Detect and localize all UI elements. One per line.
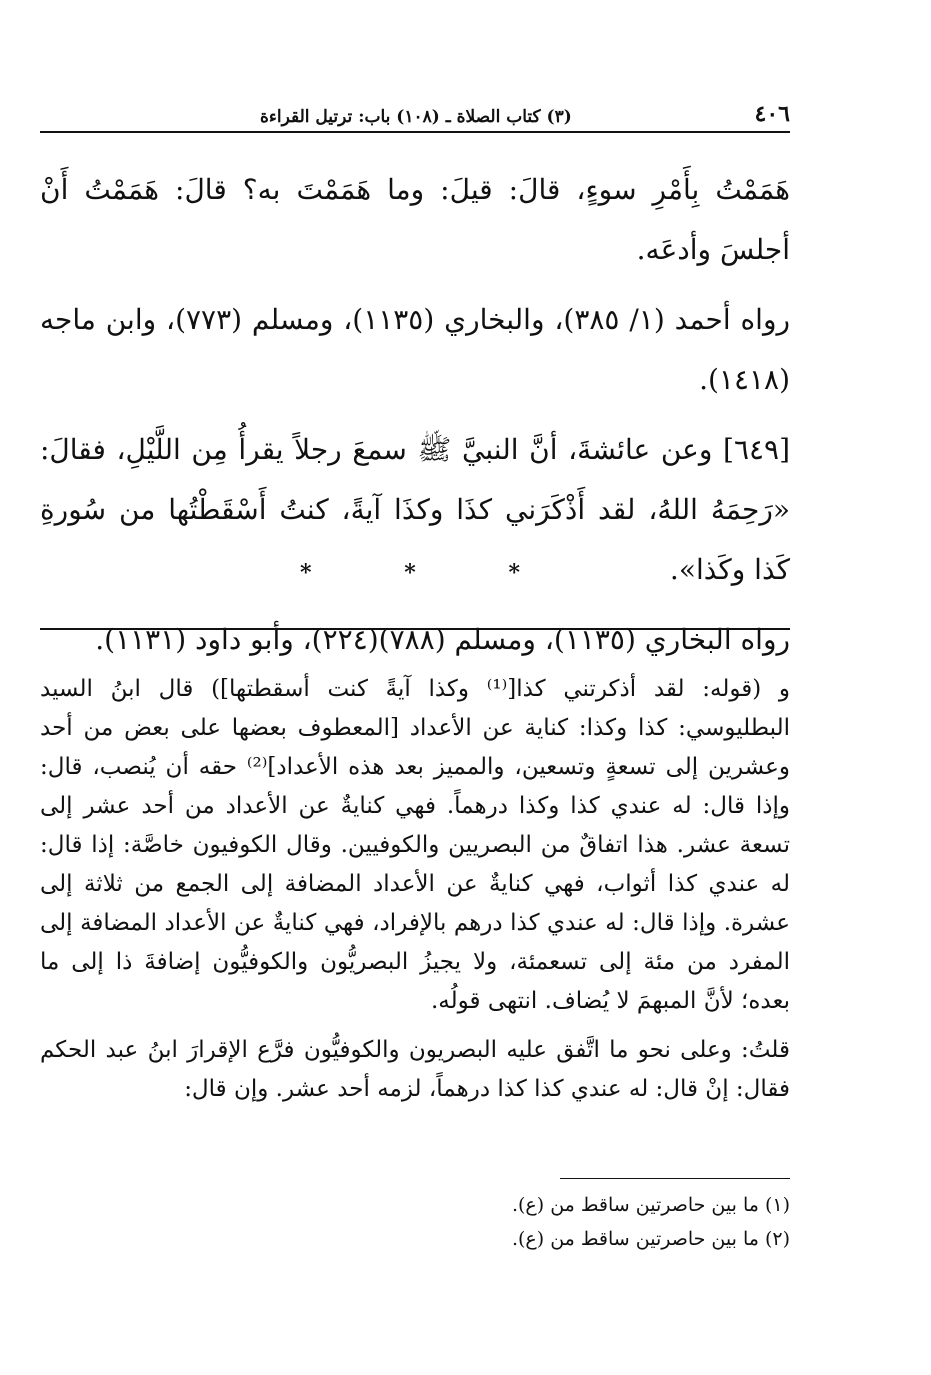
hadith-reference: رواه البخاري (١١٣٥)، ومسلم (٧٨٨)(٢٢٤)، وأبو داود (١١٣١).	[95, 623, 790, 656]
main-text	[40, 160, 790, 680]
hadith-reference: رواه أحمد (١/ ٣٨٥)، والبخاري (١١٣٥)، ومسلم (٧٧٣)، وابن ماجه (١٤١٨).	[40, 303, 790, 396]
page-header	[40, 95, 790, 133]
asterisk: *	[508, 560, 520, 586]
commentary-paragraph: و (قوله: لقد أذكرتني كذا[⁽¹⁾ وكذا آيةً كنت أسقطتها]) قال ابنُ السيد البطليوسي: كذا وكذا: كناية عن الأعداد [المعطوف بعضها على بعض من أحد وعشرين إلى تسعةٍ وتسعين، والمميز بعد هذه الأعداد]⁽²⁾ حقه أن يُنصب، قال: وإذا قال: له عندي كذا وكذا درهماً. فهي كنايةٌ عن الأعداد من أحد عشر إلى تسعة عشر. هذا اتفاقٌ من البصريين والكوفيين. وقال الكوفيون خاصَّة: إذا قال: له عندي كذا أثواب، فهي كنايةٌ عن الأعداد المضافة إلى الجمع من ثلاثة إلى عشرة. وإذا قال: له عندي كذا درهم بالإفراد، فهي كنايةٌ عن الأعداد المضافة إلى المفرد من مئة إلى تسعمئة، ولا يجيزُ البصريُّون والكوفيُّون إضافةَ ذا إلى ما بعده؛ لأنَّ المبهمَ لا يُضاف. انتهى قولُه.	[40, 676, 790, 1014]
commentary-separator	[40, 628, 790, 630]
footnote: (١) ما بين حاصرتين ساقط من (ع).	[511, 1194, 790, 1216]
asterisk: *	[300, 560, 312, 586]
section-divider-asterisks	[300, 560, 520, 586]
footnotes	[40, 1188, 790, 1256]
running-title: (٣) كتاب الصلاة ـ (١٠٨) باب: ترتيل القراءة	[260, 107, 572, 127]
commentary	[40, 670, 790, 1119]
footnote: (٢) ما بين حاصرتين ساقط من (ع).	[511, 1228, 790, 1250]
footnote-rule	[560, 1178, 790, 1179]
asterisk: *	[404, 560, 416, 586]
commentary-paragraph: قلتُ: وعلى نحو ما اتَّفق عليه البصريون والكوفيُّون فرَّع الإقرارَ ابنُ عبد الحكم فقال: إنْ قال: له عندي كذا كذا درهماً، لزمه أحد عشر. وإن قال:	[40, 1037, 790, 1102]
page-number: ٤٠٦	[754, 101, 790, 127]
main-paragraph: هَمَمْتُ بِأَمْرِ سوءٍ، قالَ: قيلَ: وما هَمَمْتَ به؟ قالَ: هَمَمْتُ أَنْ أجلسَ وأدعَه.	[40, 173, 790, 266]
hadith-text: [٦٤٩] وعن عائشةَ، أنَّ النبيَّ ﷺ سمعَ رجلاً يقرأُ مِن اللَّيْلِ، فقالَ: «رَحِمَهُ اللهُ، لقد أَذْكَرَني كذَا وكذَا آيةً، كنتُ أَسْقَطْتُها من سُورةِ كَذا وكَذا».	[40, 433, 790, 586]
